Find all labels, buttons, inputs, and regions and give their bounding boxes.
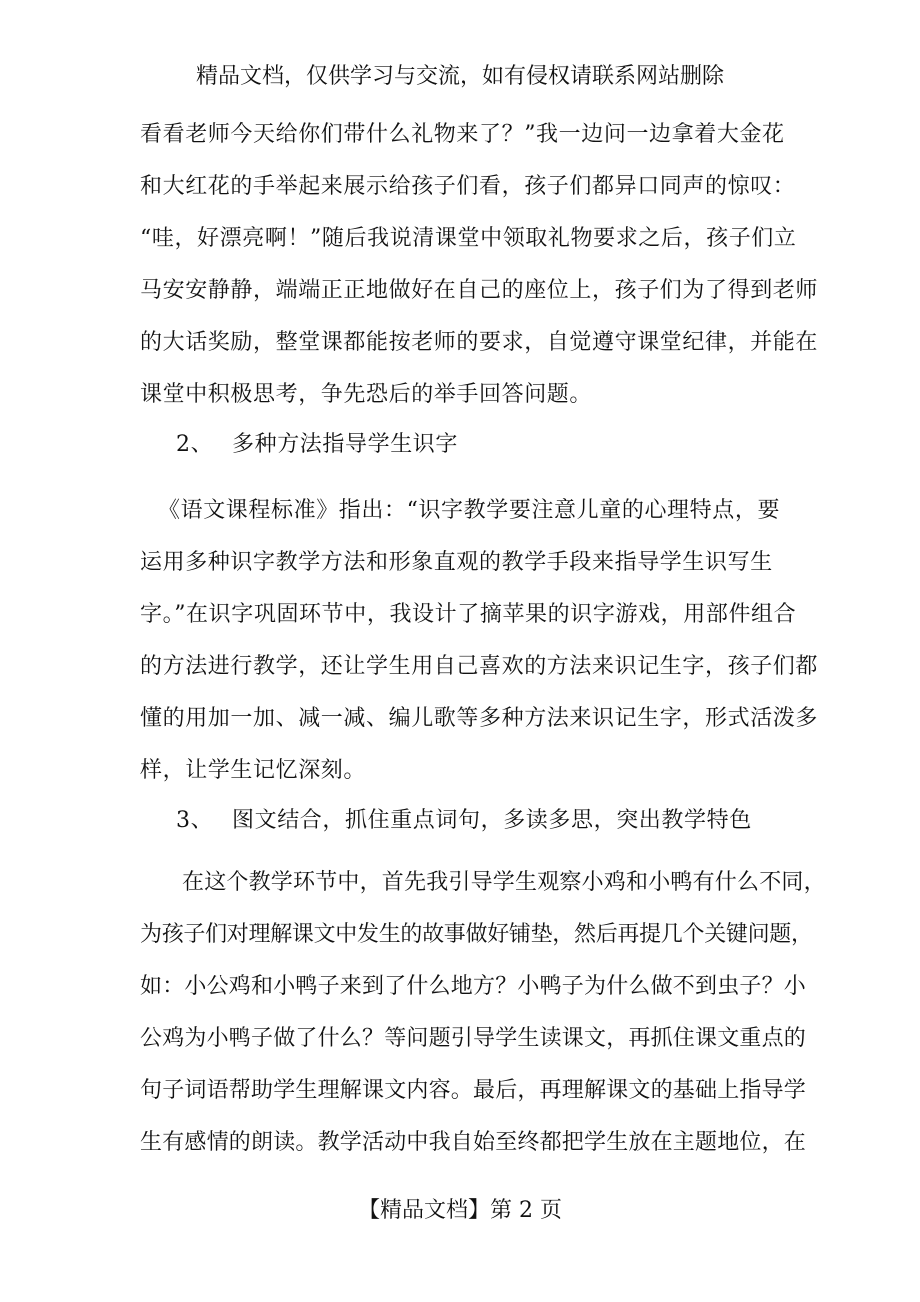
paragraph-2-line: 样，让学生记忆深刻。	[140, 758, 367, 783]
section-heading-2	[176, 430, 816, 460]
paragraph-1-line: 课堂中积极思考，争先恐后的举手回答问题。	[140, 382, 593, 407]
section-number: 2、	[176, 432, 214, 457]
paragraph-2-line: 懂的用加一加、减一减、编儿歌等多种方法来识记生字，形式活泼多	[140, 706, 819, 731]
paragraph-3-line: 生有感情的朗读。教学活动中我自始至终都把学生放在主题地位，在	[140, 1130, 807, 1155]
paragraph-3-line: 如：小公鸡和小鸭子来到了什么地方？小鸭子为什么做不到虫子？小	[140, 974, 807, 999]
paragraph-2-line: 《语文课程标准》指出：“识字教学要注意儿童的心理特点，要	[158, 498, 781, 523]
paragraph-2-line: 字。”在识字巩固环节中，我设计了摘苹果的识字游戏，用部件组合	[140, 602, 797, 627]
paragraph-1-line: 马安安静静，端端正正地做好在自己的座位上，孩子们为了得到老师	[140, 278, 819, 303]
paragraph-3-line: 公鸡为小鸭子做了什么？等问题引导学生读课文，再抓住课文重点的	[140, 1026, 807, 1051]
paragraph-1-line: “哇，好漂亮啊！”随后我说清课堂中领取礼物要求之后，孩子们立	[140, 226, 797, 251]
paragraph-3-line: 为孩子们对理解课文中发生的故事做好铺垫，然后再提几个关键问题，	[140, 922, 813, 947]
paragraph-1-line: 的大话奖励，整堂课都能按老师的要求，自觉遵守课堂纪律，并能在	[140, 330, 819, 355]
section-title: 多种方法指导学生识字	[232, 432, 459, 457]
section-title: 图文结合，抓住重点词句，多读多思，突出教学特色	[232, 808, 752, 833]
section-heading-3	[176, 806, 816, 836]
page-header: 精品文档，仅供学习与交流，如有侵权请联系网站删除	[195, 64, 724, 89]
paragraph-2-line: 的方法进行教学，还让学生用自己喜欢的方法来识记生字，孩子们都	[140, 654, 819, 679]
paragraph-1-line: 看看老师今天给你们带什么礼物来了？”我一边问一边拿着大金花	[140, 122, 785, 147]
paragraph-3-line: 在这个教学环节中，首先我引导学生观察小鸡和小鸭有什么不同，	[182, 870, 826, 895]
paragraph-1-line: 和大红花的手举起来展示给孩子们看，孩子们都异口同声的惊叹：	[140, 174, 796, 199]
paragraph-3-line: 句子词语帮助学生理解课文内容。最后，再理解课文的基础上指导学	[140, 1078, 807, 1103]
paragraph-2-line: 运用多种识字教学方法和形象直观的教学手段来指导学生识写生	[140, 550, 773, 575]
section-number: 3、	[176, 808, 214, 833]
page-footer: 【精品文档】第 2 页	[358, 1198, 562, 1223]
